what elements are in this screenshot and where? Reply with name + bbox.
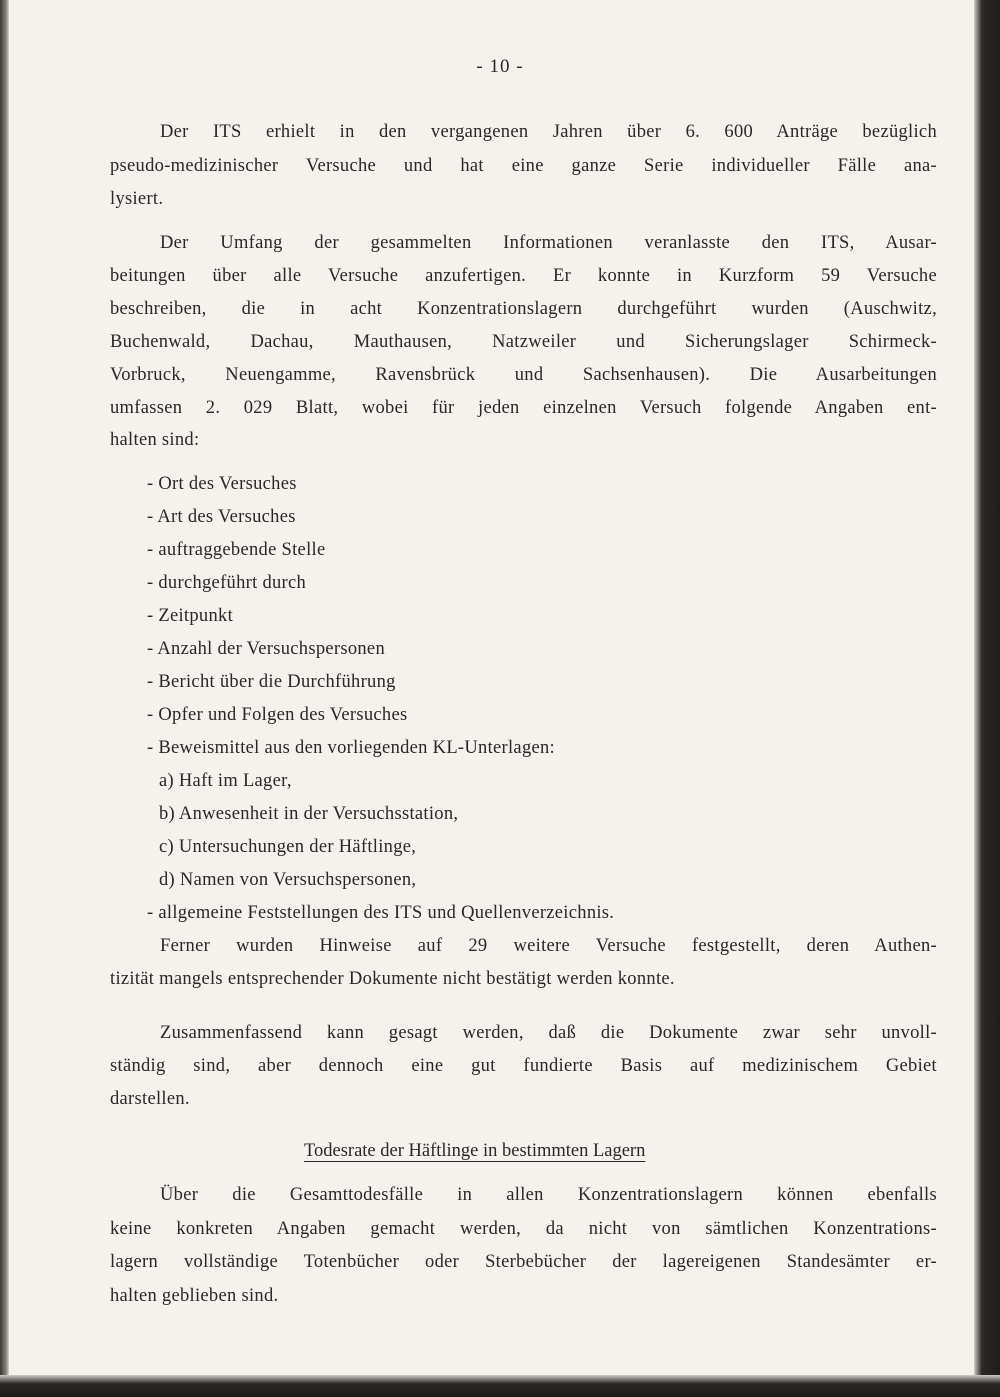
paragraph-line: pseudo-medizinischer Versuche und hat eine ganze Serie individueller Fälle ana- <box>110 156 937 176</box>
paragraph-line: halten sind: <box>110 430 200 450</box>
paragraph-line: halten geblieben sind. <box>110 1286 279 1306</box>
paragraph-line: lagern vollständige Totenbücher oder Sterbebücher der lagereigenen Standesämter er- <box>110 1252 937 1272</box>
list-item: - Ort des Versuches <box>147 474 297 494</box>
list-item: - durchgeführt durch <box>147 573 307 593</box>
paragraph-line: keine konkreten Angaben gemacht werden, da nicht von sämtlichen Konzentrations- <box>110 1219 937 1239</box>
paragraph-line: darstellen. <box>110 1089 190 1109</box>
paragraph-line: lysiert. <box>110 189 164 209</box>
sub-list-item: d) Namen von Versuchspersonen, <box>159 870 417 890</box>
list-item: - Zeitpunkt <box>147 606 234 626</box>
scan-left-edge <box>0 0 9 1397</box>
list-item: - Beweismittel aus den vorliegenden KL-Unterlagen: <box>147 738 555 758</box>
scan-bottom-edge <box>0 1375 1000 1397</box>
paragraph-line: beschreiben, die in acht Konzentrationslagern durchgeführt wurden (Auschwitz, <box>110 299 937 319</box>
list-item: - Opfer und Folgen des Versuches <box>147 705 408 725</box>
sub-list-item: b) Anwesenheit in der Versuchsstation, <box>159 804 459 824</box>
paragraph-line: tizität mangels entsprechender Dokumente nicht bestätigt werden konnte. <box>110 969 675 989</box>
list-item: - Art des Versuches <box>147 507 296 527</box>
list-item: - auftraggebende Stelle <box>147 540 326 560</box>
paragraph-line: Ferner wurden Hinweise auf 29 weitere Versuche festgestellt, deren Authen- <box>160 936 937 956</box>
paragraph-line: beitungen über alle Versuche anzufertigen. Er konnte in Kurzform 59 Versuche <box>110 266 937 286</box>
section-heading: Todesrate der Häftlinge in bestimmten Lagern <box>304 1141 646 1161</box>
paragraph-line: Der Umfang der gesammelten Informationen veranlasste den ITS, Ausar- <box>160 233 937 253</box>
list-item: - Bericht über die Durchführung <box>147 672 396 692</box>
paragraph-line: Der ITS erhielt in den vergangenen Jahren über 6. 600 Anträge bezüglich <box>160 122 937 142</box>
list-item: - Anzahl der Versuchspersonen <box>147 639 385 659</box>
sub-list-item: c) Untersuchungen der Häftlinge, <box>159 837 417 857</box>
paragraph-line: ständig sind, aber dennoch eine gut fundierte Basis auf medizinischem Gebiet <box>110 1056 937 1076</box>
sub-list-item: a) Haft im Lager, <box>159 771 292 791</box>
paragraph-line: Buchenwald, Dachau, Mauthausen, Natzweiler und Sicherungslager Schirmeck- <box>110 332 937 352</box>
paragraph-line: Vorbruck, Neuengamme, Ravensbrück und Sachsenhausen). Die Ausarbeitungen <box>110 365 937 385</box>
page-number: - 10 - <box>476 56 524 77</box>
paragraph-line: umfassen 2. 029 Blatt, wobei für jeden einzelnen Versuch folgende Angaben ent- <box>110 398 937 418</box>
paragraph-line: Zusammenfassend kann gesagt werden, daß die Dokumente zwar sehr unvoll- <box>160 1023 937 1043</box>
paragraph-line: Über die Gesamttodesfälle in allen Konzentrationslagern können ebenfalls <box>160 1185 937 1205</box>
list-item: - allgemeine Feststellungen des ITS und Quellenverzeichnis. <box>147 903 615 923</box>
scan-right-edge <box>974 0 1000 1397</box>
